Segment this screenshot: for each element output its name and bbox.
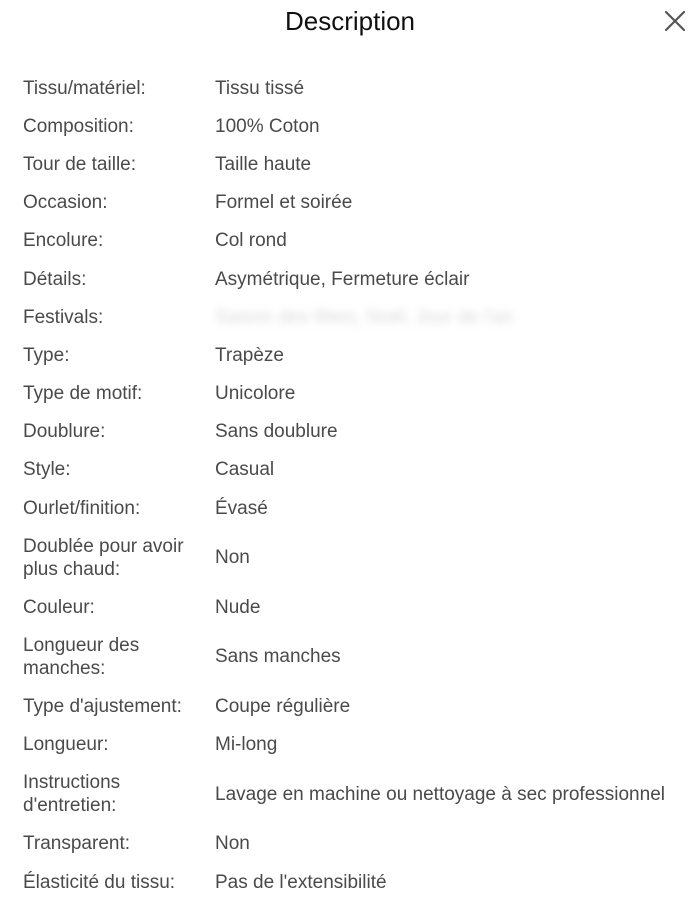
close-icon <box>662 8 688 34</box>
attribute-row-entretien <box>0 764 700 825</box>
attribute-value: Asymétrique, Fermeture éclair <box>215 268 470 290</box>
attribute-row-doublure <box>0 413 700 451</box>
attribute-value: Mi-long <box>215 734 278 756</box>
attribute-row-type-de-motif <box>0 375 700 413</box>
attribute-label: Longueur des manches: <box>23 634 140 679</box>
attribute-label: Doublée pour avoir plus chaud: <box>23 535 184 580</box>
attribute-row-ourlet <box>0 489 700 527</box>
attribute-row-tissu <box>0 69 700 107</box>
attribute-row-style <box>0 451 700 489</box>
attribute-value: Nude <box>215 596 261 618</box>
attribute-value: Lavage en machine ou nettoyage à sec professionnel <box>215 783 665 805</box>
attribute-label: Festivals: <box>23 306 104 328</box>
page-title: Description <box>284 6 416 36</box>
attribute-row-occasion <box>0 184 700 222</box>
attribute-label: Type: <box>23 344 70 366</box>
attribute-value: Sans manches <box>215 646 341 668</box>
attribute-label: Couleur: <box>23 596 95 618</box>
attribute-label: Tissu/matériel: <box>23 77 146 99</box>
attribute-label: Style: <box>23 459 71 481</box>
attribute-value: Évasé <box>215 497 268 519</box>
close-button[interactable] <box>662 8 688 34</box>
attribute-label: Type d'ajustement: <box>23 696 182 718</box>
attribute-value: Tissu tissé <box>215 77 305 99</box>
attribute-row-details <box>0 260 700 298</box>
attribute-value: Formel et soirée <box>215 192 353 214</box>
attribute-value: 100% Coton <box>215 115 320 137</box>
attribute-value: Sans doublure <box>215 421 338 443</box>
attribute-row-longueur-manches <box>0 626 700 687</box>
attribute-label: Tour de taille: <box>23 153 137 175</box>
attribute-label: Longueur: <box>23 734 109 756</box>
attribute-row-encolure <box>0 222 700 260</box>
attribute-label: Type de motif: <box>23 383 143 405</box>
attribute-value: Non <box>215 833 250 855</box>
attribute-value: Pas de l'extensibilité <box>215 871 387 893</box>
attribute-label: Doublure: <box>23 421 106 443</box>
attribute-row-elasticite <box>0 863 700 901</box>
attribute-label: Encolure: <box>23 230 104 252</box>
attribute-value: Saison des fêtes, Noël, Jour de l'an <box>215 306 514 328</box>
attribute-row-couleur <box>0 588 700 626</box>
attribute-value: Unicolore <box>215 383 296 405</box>
attribute-value: Col rond <box>215 230 287 252</box>
attribute-row-ajustement <box>0 687 700 725</box>
attribute-list <box>0 69 700 901</box>
attribute-label: Instructions d'entretien: <box>23 772 121 817</box>
attribute-value: Non <box>215 547 250 569</box>
attribute-label: Élasticité du tissu: <box>23 871 176 893</box>
description-header <box>0 0 700 44</box>
attribute-label: Ourlet/finition: <box>23 497 141 519</box>
attribute-value: Taille haute <box>215 153 312 175</box>
attribute-label: Occasion: <box>23 192 108 214</box>
attribute-row-festivals <box>0 298 700 336</box>
attribute-label: Transparent: <box>23 833 131 855</box>
attribute-label: Composition: <box>23 115 134 137</box>
attribute-value: Casual <box>215 459 275 481</box>
attribute-row-tour-de-taille <box>0 145 700 183</box>
attribute-row-doublee <box>0 527 700 588</box>
attribute-row-longueur <box>0 726 700 764</box>
attribute-value: Coupe régulière <box>215 696 351 718</box>
attribute-row-transparent <box>0 825 700 863</box>
attribute-row-type <box>0 336 700 374</box>
attribute-value: Trapèze <box>215 344 284 366</box>
attribute-row-composition <box>0 107 700 145</box>
attribute-label: Détails: <box>23 268 87 290</box>
